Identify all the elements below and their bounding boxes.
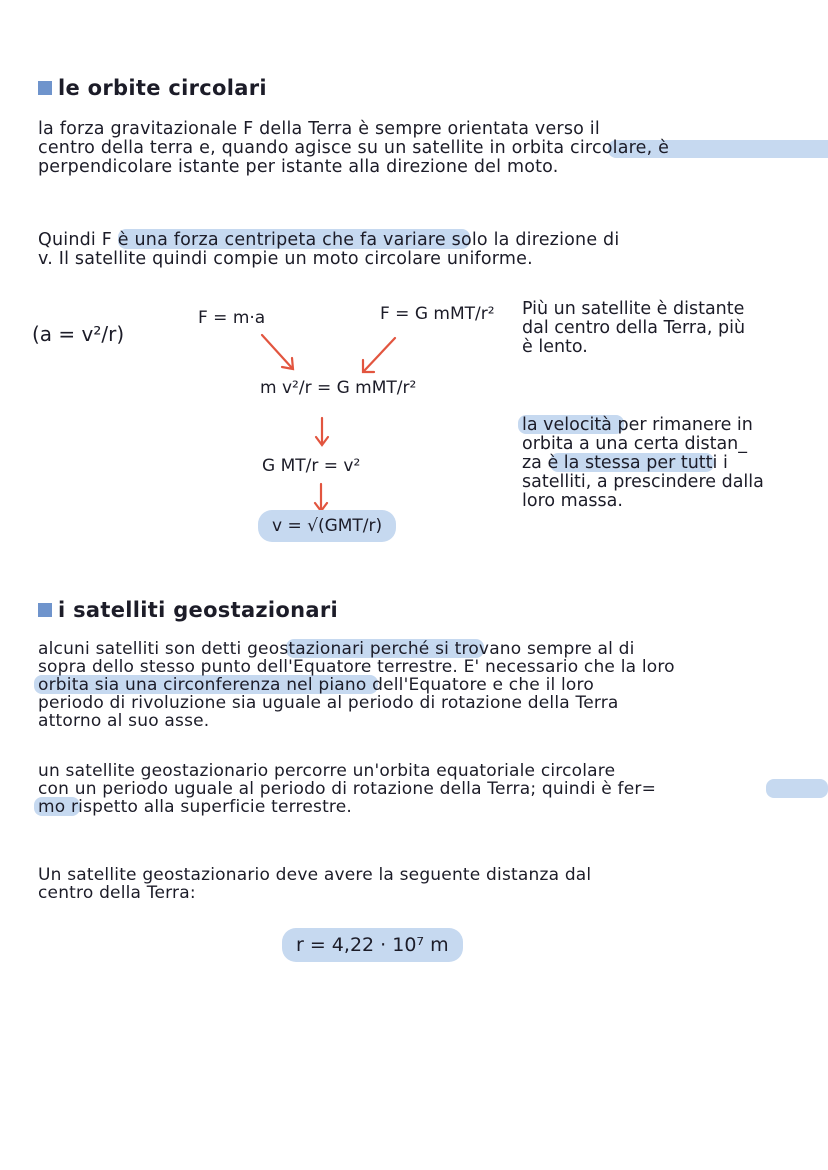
arrow-down-right bbox=[262, 335, 292, 368]
text-line: za è la stessa per tutti i bbox=[522, 453, 728, 473]
formula-result: v = √(GMT/r) bbox=[258, 516, 396, 536]
text-line: centro della terra e, quando agisce su un satellite in orbita circolare, è bbox=[38, 139, 669, 158]
section2-para1 bbox=[38, 640, 675, 730]
text-line: attorno al suo asse. bbox=[38, 711, 210, 731]
text-line: la velocità per rimanere in bbox=[522, 415, 753, 435]
bullet-square-icon bbox=[38, 603, 52, 617]
text-line: satelliti, a prescindere dalla bbox=[522, 472, 764, 492]
text-line: dal centro della Terra, più bbox=[522, 318, 746, 338]
section1-title: le orbite circolari bbox=[38, 76, 267, 100]
text-line: la forza gravitazionale F della Terra è sempre orientata verso il bbox=[38, 119, 600, 139]
text-line: loro massa. bbox=[522, 491, 623, 511]
text-line: mo rispetto alla superficie terrestre. bbox=[38, 797, 353, 817]
text-line: un satellite geostazionario percorre un'orbita equatoriale circolare bbox=[38, 761, 616, 781]
text-line: centro della Terra: bbox=[38, 883, 196, 903]
text-line: periodo di rivoluzione sia uguale al periodo di rotazione della Terra bbox=[38, 693, 619, 713]
formula-mid: G MT/r = v² bbox=[262, 456, 361, 476]
text-line: orbita sia una circonferenza nel piano dell'Equatore e che il loro bbox=[38, 675, 594, 695]
arrow-down-left bbox=[364, 338, 395, 371]
text-line: Quindi F è una forza centripeta che fa variare solo la direzione di bbox=[38, 230, 620, 250]
text-line: v. Il satellite quindi compie un moto circolare uniforme. bbox=[38, 249, 533, 269]
side-note-2 bbox=[522, 416, 764, 511]
text-line: Più un satellite è distante bbox=[522, 299, 745, 319]
text-line: con un periodo uguale al periodo di rotazione della Terra; quindi è fer= bbox=[38, 779, 657, 799]
section2-para3 bbox=[38, 866, 591, 902]
formula-left: F = m·a bbox=[198, 308, 266, 328]
acceleration-formula: (a = v²/r) bbox=[32, 322, 125, 346]
text-line: perpendicolare istante per istante alla direzione del moto. bbox=[38, 157, 559, 177]
section2-title: i satelliti geostazionari bbox=[38, 598, 338, 622]
text-line: alcuni satelliti son detti geostazionari perché si trovano sempre al di bbox=[38, 639, 635, 659]
side-note-1 bbox=[522, 300, 745, 357]
formula-equate: m v²/r = G mMT/r² bbox=[260, 378, 417, 398]
text-line: è lento. bbox=[522, 337, 588, 357]
formula-right: F = G mMT/r² bbox=[380, 304, 495, 324]
text-line: orbita a una certa distan_ bbox=[522, 434, 748, 454]
distance-result: r = 4,22 · 10⁷ m bbox=[282, 934, 463, 956]
text-line: sopra dello stesso punto dell'Equatore terrestre. E' necessario che la loro bbox=[38, 657, 675, 677]
section2-para2 bbox=[38, 762, 656, 816]
text-line: Un satellite geostazionario deve avere la seguente distanza dal bbox=[38, 865, 592, 885]
